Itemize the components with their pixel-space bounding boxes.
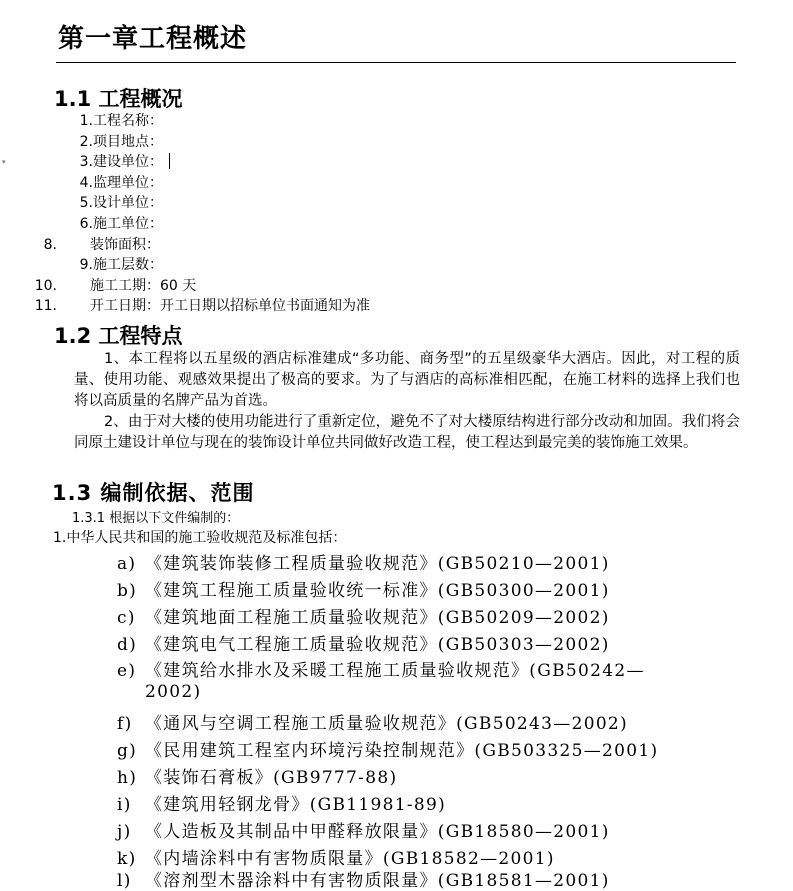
standard-letter: b) xyxy=(117,581,138,601)
section-heading-1-3: 1.3 编制依据、范围 xyxy=(52,481,255,505)
list-item-number: 6. xyxy=(79,215,93,232)
standard-letter: c) xyxy=(117,608,136,628)
section-heading-1-1: 1.1 工程概况 xyxy=(54,87,183,111)
standard-text: 《建筑用轻钢龙骨》(GB11981-89) xyxy=(145,795,447,815)
standard-text: 《民用建筑工程室内环境污染控制规范》(GB503325—2001) xyxy=(145,741,659,761)
chapter-title: 第一章工程概述 xyxy=(58,24,248,54)
list-item-number: 4. xyxy=(79,174,93,191)
list-item-number: 3. xyxy=(79,154,93,171)
standard-letter: l) xyxy=(117,871,132,891)
standard-letter: i) xyxy=(117,795,132,815)
standard-letter: g) xyxy=(117,741,138,761)
standard-text: 《建筑给水排水及采暖工程施工质量验收规范》(GB50242— xyxy=(145,661,645,681)
list-item-label-text: 建设单位： xyxy=(93,154,163,171)
list-item xyxy=(0,111,760,132)
list-item-number: 9. xyxy=(79,257,93,274)
list-item-label xyxy=(93,152,170,172)
list-item-label: 开工日期：开工日期以招标单位书面通知为准 xyxy=(90,298,370,315)
list-item-number: 10. xyxy=(34,277,57,294)
margin-marker: ▾ xyxy=(2,158,6,166)
standard-text: 《人造板及其制品中甲醛释放限量》(GB18580—2001) xyxy=(145,822,610,842)
list-item xyxy=(0,276,760,297)
standard-text: 《内墙涂料中有害物质限量》(GB18582—2001) xyxy=(145,849,555,869)
list-item-label: 监理单位： xyxy=(93,174,163,191)
standard-letter: h) xyxy=(117,768,138,788)
basis-intro: 1.3.1 根据以下文件编制的： xyxy=(72,511,240,526)
list-item-number: 11. xyxy=(34,298,57,315)
standard-item xyxy=(117,736,658,761)
standard-item xyxy=(117,790,446,815)
list-item xyxy=(0,132,760,153)
list-item-label: 施工单位： xyxy=(93,215,163,232)
standard-letter: e) xyxy=(117,661,137,681)
standard-item xyxy=(117,709,628,734)
standard-text: 《建筑装饰装修工程质量验收规范》(GB50210—2001) xyxy=(145,554,610,574)
list-item-label: 项目地点： xyxy=(93,133,163,150)
standard-letter: d) xyxy=(117,635,138,655)
list-item xyxy=(0,214,760,235)
standard-item xyxy=(117,817,610,842)
section-heading-1-2: 1.2 工程特点 xyxy=(54,324,183,348)
standard-item xyxy=(117,603,610,628)
standard-item xyxy=(117,763,397,788)
list-item-label: 施工工期：60 天 xyxy=(90,277,197,294)
list-item xyxy=(0,296,760,317)
standard-letter: j) xyxy=(117,822,132,842)
standard-item-continuation: 2002) xyxy=(145,682,202,702)
standard-text: 《建筑电气工程施工质量验收规范》(GB50303—2002) xyxy=(145,635,610,655)
standard-item xyxy=(117,656,645,681)
standard-text: 《建筑地面工程施工质量验收规范》(GB50209—2002) xyxy=(145,608,610,628)
law-intro: 1.中华人民共和国的施工验收规范及标准包括： xyxy=(53,530,347,546)
list-item-label: 施工层数： xyxy=(93,257,163,274)
list-item-label: 设计单位： xyxy=(93,195,163,212)
chapter-title-rule xyxy=(56,62,736,63)
text-cursor xyxy=(169,153,170,169)
standard-letter: a) xyxy=(117,554,137,574)
standard-item xyxy=(117,576,610,601)
list-item[interactable] xyxy=(0,152,760,173)
list-item xyxy=(0,255,760,276)
standard-item xyxy=(117,630,610,655)
standard-text: 《装饰石膏板》(GB9777-88) xyxy=(145,768,398,788)
standard-text: 《通风与空调工程施工质量验收规范》(GB50243—2002) xyxy=(145,714,628,734)
project-info-list xyxy=(0,111,760,317)
list-item-number: 8. xyxy=(43,236,57,253)
standard-text: 《溶剂型木器涂料中有害物质限量》(GB18581—2001) xyxy=(145,871,610,891)
list-item-label: 工程名称： xyxy=(93,113,163,129)
standard-item xyxy=(117,866,610,891)
list-item xyxy=(0,235,760,256)
standard-item xyxy=(117,549,610,574)
feature-paragraph-1: 1、本工程将以五星级的酒店标准建成“多功能、商务型”的五星级豪华大酒店。因此，对工程的质量、使用功能、观感效果提出了极高的要求。为了与酒店的高标准相匹配，在施工材料的选择上我们也将以高质量的名牌产品为首选。 xyxy=(74,351,740,409)
standard-letter: k) xyxy=(117,849,137,869)
list-item xyxy=(0,173,760,194)
list-item-number: 5. xyxy=(79,195,93,212)
standard-letter: f) xyxy=(117,714,133,734)
list-item-number: 1. xyxy=(79,113,93,129)
list-item-number: 2. xyxy=(79,133,93,150)
standard-text: 《建筑工程施工质量验收统一标准》(GB50300—2001) xyxy=(145,581,610,601)
feature-paragraph-2: 2、由于对大楼的使用功能进行了重新定位，避免不了对大楼原结构进行部分改动和加固。我们将会同原土建设计单位与现在的装饰设计单位共同做好改造工程，使工程达到最完美的装饰施工效果。 xyxy=(74,414,740,451)
list-item xyxy=(0,193,760,214)
list-item-label: 装饰面积： xyxy=(90,236,160,253)
